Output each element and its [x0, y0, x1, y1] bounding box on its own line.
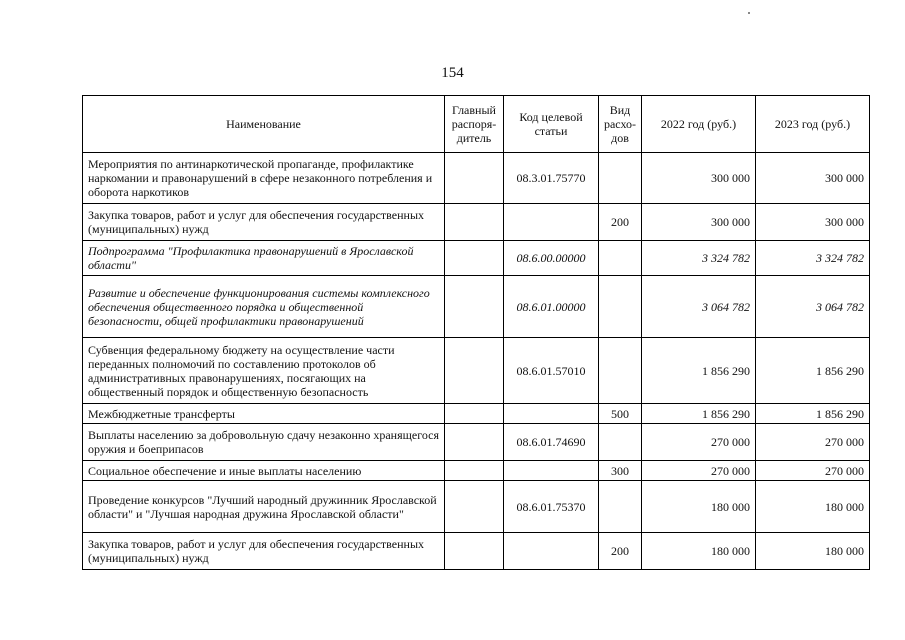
cell-expense-type — [599, 153, 642, 204]
cell-name: Субвенция федеральному бюджету на осуществление части переданных полномочий по составлению протоколов об административных правонарушениях, посягающих на общественный порядок и общественную безопасность — [83, 338, 445, 404]
table-row — [83, 276, 870, 338]
table-row — [83, 481, 870, 533]
cell-target-code: 08.6.01.74690 — [504, 424, 599, 461]
cell-main-manager — [445, 241, 504, 276]
table-row — [83, 424, 870, 461]
cell-amount-2023: 300 000 — [756, 204, 870, 241]
cell-amount-2023: 180 000 — [756, 481, 870, 533]
cell-main-manager — [445, 424, 504, 461]
cell-target-code — [504, 204, 599, 241]
cell-expense-type — [599, 276, 642, 338]
cell-main-manager — [445, 533, 504, 570]
cell-target-code: 08.6.01.57010 — [504, 338, 599, 404]
cell-amount-2023: 300 000 — [756, 153, 870, 204]
cell-expense-type — [599, 481, 642, 533]
header-year-2022: 2022 год (руб.) — [642, 96, 756, 153]
table-row — [83, 533, 870, 570]
header-year-2023: 2023 год (руб.) — [756, 96, 870, 153]
cell-amount-2022: 1 856 290 — [642, 338, 756, 404]
header-expense-type: Вид расхо-дов — [599, 96, 642, 153]
table-row — [83, 153, 870, 204]
cell-target-code — [504, 533, 599, 570]
cell-expense-type — [599, 338, 642, 404]
cell-name: Развитие и обеспечение функционирования системы комплексного обеспечения общественного порядка и общественной безопасности, общей профилактики правонарушений — [83, 276, 445, 338]
cell-main-manager — [445, 404, 504, 424]
cell-main-manager — [445, 481, 504, 533]
cell-expense-type — [599, 424, 642, 461]
cell-amount-2022: 3 064 782 — [642, 276, 756, 338]
cell-main-manager — [445, 338, 504, 404]
cell-expense-type: 200 — [599, 533, 642, 570]
page-number: 154 — [441, 65, 464, 81]
cell-target-code: 08.6.01.00000 — [504, 276, 599, 338]
cell-amount-2022: 300 000 — [642, 153, 756, 204]
cell-name: Мероприятия по антинаркотической пропаганде, профилактике наркомании и правонарушений в сфере незаконного потребления и оборота наркотиков — [83, 153, 445, 204]
table-row — [83, 338, 870, 404]
table-row — [83, 461, 870, 481]
cell-main-manager — [445, 204, 504, 241]
scan-speck — [748, 12, 750, 14]
cell-target-code — [504, 404, 599, 424]
header-main-manager: Главный распоря-дитель — [445, 96, 504, 153]
cell-amount-2022: 1 856 290 — [642, 404, 756, 424]
cell-target-code — [504, 461, 599, 481]
cell-name: Закупка товаров, работ и услуг для обеспечения государственных (муниципальных) нужд — [83, 204, 445, 241]
cell-name: Закупка товаров, работ и услуг для обеспечения государственных (муниципальных) нужд — [83, 533, 445, 570]
cell-name: Социальное обеспечение и иные выплаты населению — [83, 461, 445, 481]
cell-expense-type: 200 — [599, 204, 642, 241]
cell-target-code: 08.3.01.75770 — [504, 153, 599, 204]
cell-main-manager — [445, 153, 504, 204]
table-header-row — [83, 96, 870, 153]
cell-target-code: 08.6.00.00000 — [504, 241, 599, 276]
cell-name: Межбюджетные трансферты — [83, 404, 445, 424]
cell-amount-2023: 3 324 782 — [756, 241, 870, 276]
cell-amount-2023: 270 000 — [756, 424, 870, 461]
cell-expense-type — [599, 241, 642, 276]
cell-amount-2023: 180 000 — [756, 533, 870, 570]
cell-amount-2023: 1 856 290 — [756, 338, 870, 404]
table-row — [83, 404, 870, 424]
cell-amount-2022: 180 000 — [642, 481, 756, 533]
cell-name: Выплаты населению за добровольную сдачу незаконно хранящегося оружия и боеприпасов — [83, 424, 445, 461]
cell-amount-2022: 3 324 782 — [642, 241, 756, 276]
cell-name: Подпрограмма "Профилактика правонарушений в Ярославской области" — [83, 241, 445, 276]
cell-amount-2023: 270 000 — [756, 461, 870, 481]
cell-main-manager — [445, 461, 504, 481]
cell-amount-2023: 1 856 290 — [756, 404, 870, 424]
cell-amount-2022: 270 000 — [642, 461, 756, 481]
cell-target-code: 08.6.01.75370 — [504, 481, 599, 533]
cell-expense-type: 500 — [599, 404, 642, 424]
cell-expense-type: 300 — [599, 461, 642, 481]
header-target-code: Код целевой статьи — [504, 96, 599, 153]
cell-amount-2022: 180 000 — [642, 533, 756, 570]
cell-name: Проведение конкурсов "Лучший народный дружинник Ярославской области" и "Лучшая народная дружина Ярославской области" — [83, 481, 445, 533]
cell-amount-2022: 270 000 — [642, 424, 756, 461]
header-name: Наименование — [83, 96, 445, 153]
cell-amount-2022: 300 000 — [642, 204, 756, 241]
cell-amount-2023: 3 064 782 — [756, 276, 870, 338]
table-row — [83, 204, 870, 241]
table-row — [83, 241, 870, 276]
budget-table — [82, 95, 870, 570]
cell-main-manager — [445, 276, 504, 338]
